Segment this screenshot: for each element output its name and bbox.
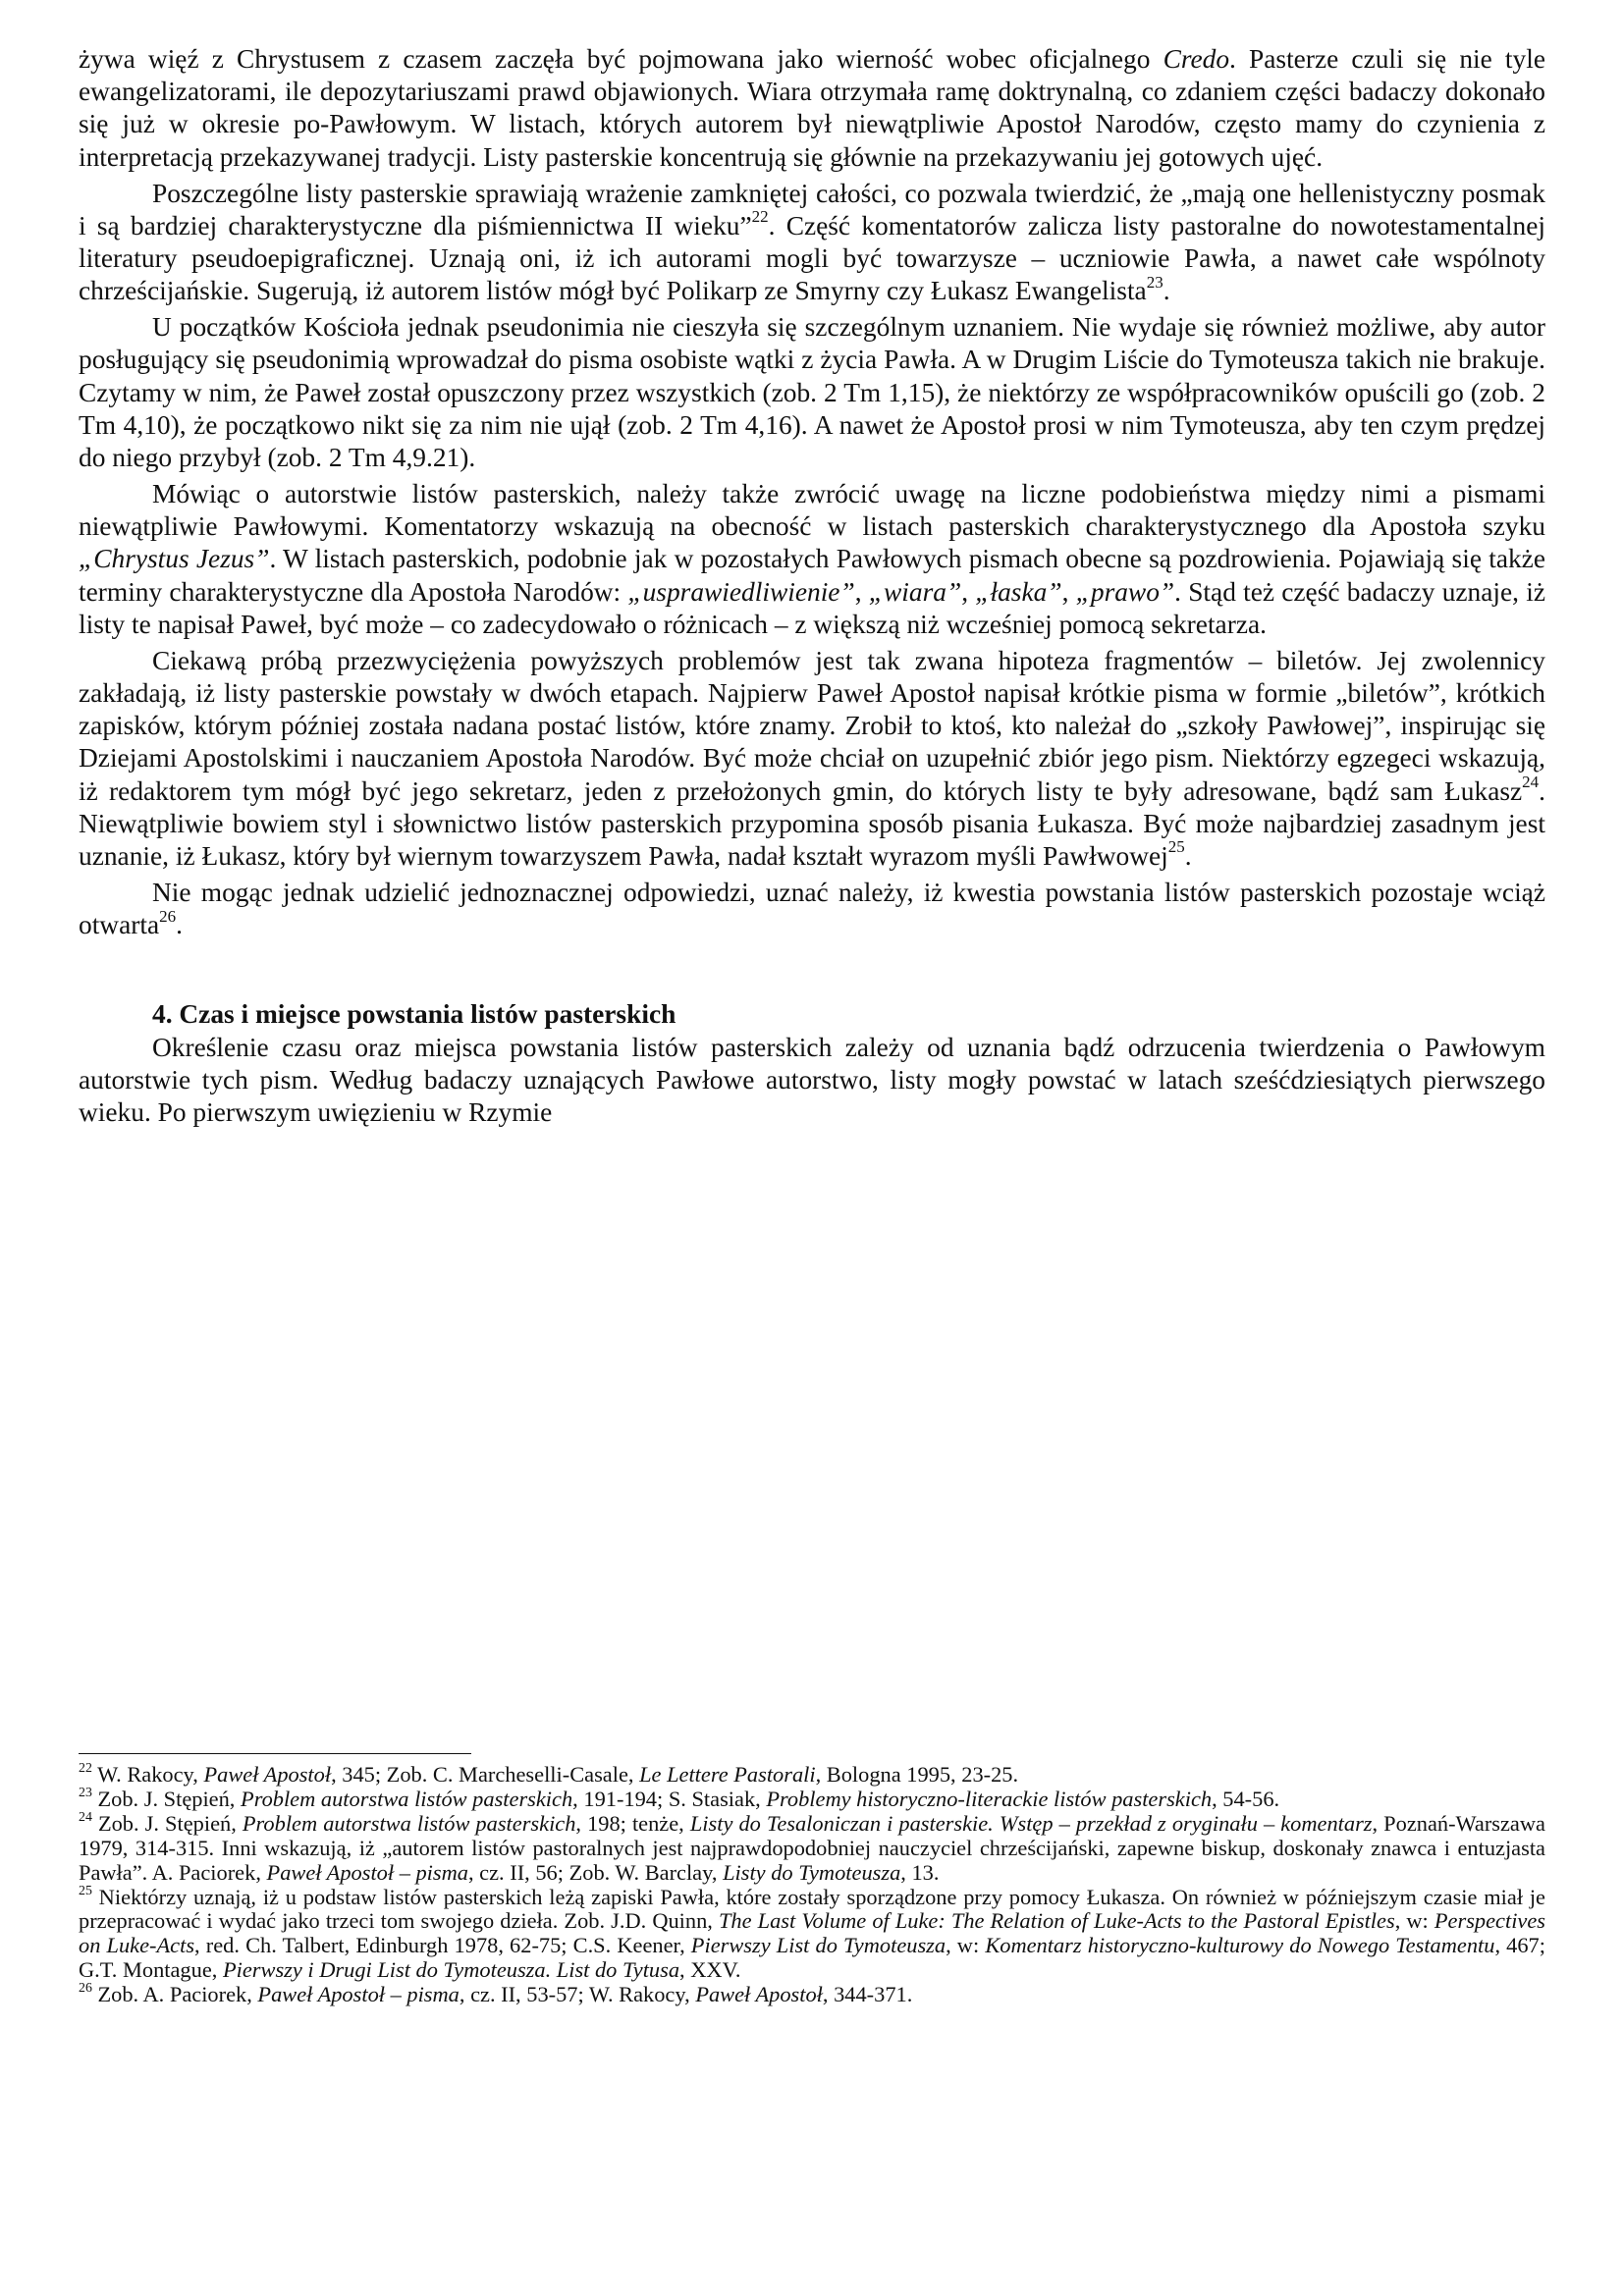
italic-text: Problem autorstwa listów pasterskich	[242, 1810, 576, 1836]
text-run: Niektórzy uznają, iż u podstaw listów pasterskich leżą zapiski Pawła, które zostały sporządzone przy pomocy Łukasza. On również w późniejszym czasie miał je przepracować i wydać jako trzeci tom swojego dzieła. Zob. J.D. Quinn,	[79, 1884, 1545, 1934]
footnote-number: 22	[79, 1761, 92, 1777]
footnote-reference[interactable]: 26	[159, 906, 177, 926]
paragraph	[79, 877, 1545, 941]
footnote-reference[interactable]: 24	[1522, 772, 1540, 791]
text-run: , cz. II, 56; Zob. W. Barclay,	[467, 1859, 724, 1885]
footnote-number: 24	[79, 1809, 92, 1825]
italic-text: Paweł Apostoł	[203, 1762, 332, 1787]
footnote	[79, 1763, 1545, 1788]
text-run: Określenie czasu oraz miejsca powstania listów pasterskich zależy od uznania bądź odrzucenia twierdzenia o Pawłowym autorstwie tych pism. Według badaczy uznających Pawłowe autorstwo, listy mogły powstać w latach sześćdziesiątych pierwszego wieku. Po pierwszym uwięzieniu w Rzymie	[79, 1032, 1545, 1128]
footnote-number: 26	[79, 1981, 92, 1997]
paragraph	[79, 1032, 1545, 1130]
text-run: W. Rakocy,	[91, 1762, 204, 1787]
text-run: , 198; tenże,	[575, 1810, 690, 1836]
text-run: Poszczególne listy pasterskie sprawiają wrażenie zamkniętej całości, co pozwala twierdzić, że „mają one hellenistyczny posmak i są bardziej charakterystyczne dla piśmiennictwa II wieku”	[79, 178, 1545, 240]
text-run: żywa więź z Chrystusem z czasem zaczęła być pojmowana jako wierność wobec oficjalnego	[79, 44, 1163, 74]
text-run: . Niewątpliwie bowiem styl i słownictwo listów pasterskich przypomina sposób pisania Łukasza. Być może najbardziej zasadnym jest uznanie, iż Łukasz, który był wiernym towarzyszem Pawła, nadał kształt wyrazom myśli Pawłwowej	[79, 775, 1545, 872]
italic-text: Listy do Tesaloniczan i pasterskie. Wstęp – przekład z oryginału – komentarz	[689, 1810, 1373, 1836]
text-run: Zob. J. Stępień,	[91, 1810, 243, 1836]
italic-text: „usprawiedliwienie”	[627, 576, 855, 607]
italic-text: Paweł Apostoł	[695, 1982, 823, 2007]
footnote-separator	[79, 1753, 471, 1754]
italic-text: „prawo”	[1075, 576, 1175, 607]
italic-text: Paweł Apostoł – pisma	[257, 1982, 460, 2007]
text-run: Mówiąc o autorstwie listów pasterskich, należy także zwrócić uwagę na liczne podobieństwa między nimi a pismami niewątpliwie Pawłowymi. Komentatorzy wskazują na obecność w listach pasterskich charakterystycznego dla Apostoła szyku	[79, 479, 1545, 542]
text-run: . Stąd też część badaczy uznaje, iż listy te napisał Paweł, być może – co zadecydowało o różnicach – z większą niż wcześniej pomocą sekretarza.	[79, 576, 1545, 639]
footnote-reference[interactable]: 25	[1167, 837, 1185, 857]
italic-text: Komentarz historyczno-kulturowy do Nowego Testamentu	[985, 1933, 1495, 1958]
footnote-reference[interactable]: 23	[1146, 272, 1163, 292]
text-run: , red. Ch. Talbert, Edinburgh 1978, 62-75; C.S. Keener,	[194, 1933, 691, 1958]
italic-text: „łaska”	[975, 576, 1062, 607]
text-run: ,	[1061, 576, 1076, 607]
text-run: Zob. J. Stępień,	[91, 1786, 242, 1811]
text-run: , 54-56.	[1212, 1786, 1280, 1811]
italic-text: Perspectives on Luke-Acts	[79, 1908, 1546, 1958]
italic-text: Problem autorstwa listów pasterskich	[241, 1786, 573, 1811]
text-run: , w:	[946, 1933, 986, 1958]
text-run: , 191-194; S. Stasiak,	[572, 1786, 767, 1811]
footnote	[79, 1983, 1545, 2007]
paragraph	[79, 645, 1545, 873]
text-run: , cz. II, 53-57; W. Rakocy,	[459, 1982, 696, 2007]
italic-text: The Last Volume of Luke: The Relation of Luke-Acts to the Pastoral Epistles	[718, 1908, 1395, 1934]
document-page	[79, 43, 1545, 1133]
text-run: . W listach pasterskich, podobnie jak w pozostałych Pawłowych pismach obecne są pozdrowienia. Pojawiają się także terminy charakterystyczne dla Apostoła Narodów:	[79, 544, 1545, 607]
text-run: , XXV.	[679, 1957, 741, 1983]
italic-text: Problemy historyczno-literackie listów pasterskich	[766, 1786, 1213, 1811]
text-run: ,	[961, 576, 976, 607]
section-heading: 4. Czas i miejsce powstania listów pasterskich	[152, 999, 676, 1030]
text-run: , Bologna 1995, 23-25.	[815, 1762, 1019, 1787]
italic-text: Paweł Apostoł – pisma	[266, 1859, 468, 1885]
footnote	[79, 1809, 1545, 1886]
italic-text: Listy do Tymoteusza	[723, 1859, 901, 1885]
text-run: , 345; Zob. C. Marcheselli-Casale,	[331, 1762, 640, 1787]
text-run: Zob. A. Paciorek,	[91, 1982, 258, 2007]
text-run: ,	[854, 576, 869, 607]
footnote-reference[interactable]: 22	[751, 207, 769, 227]
text-run: .	[176, 910, 183, 940]
italic-text: Pierwszy i Drugi List do Tymoteusza. List do Tytusa	[222, 1957, 680, 1983]
text-run: .	[1184, 841, 1192, 872]
footnote	[79, 1883, 1546, 1984]
footnote-number: 23	[79, 1786, 92, 1801]
italic-text: „Chrystus Jezus”	[79, 544, 270, 574]
text-run: , Poznań-Warszawa 1979, 314-315. Inni wskazują, iż „autorem listów pastoralnych jest najprawdopodobniej nauczyciel chrześcijański, zapewne biskup, doskonały znawca i entuzjasta Pawła”. A. Paciorek,	[79, 1810, 1545, 1885]
text-run: Ciekawą próbą przezwyciężenia powyższych problemów jest tak zwana hipoteza fragmentów – biletów. Jej zwolennicy zakładają, iż listy pasterskie powstały w dwóch etapach. Najpierw Paweł Apostoł napisał krótkie pisma w formie „biletów”, krótkich zapisków, którym później została nadana postać listów, które znamy. Zrobił to ktoś, kto należał do „szkoły Pawłowej”, inspirując się Dziejami Apostolskimi i nauczaniem Apostoła Narodów. Być może chciał on uzupełnić zbiór jego pism. Niektórzy egzegeci wskazują, iż redaktorem tym mógł być jego sekretarz, jeden z przełożonych gmin, do których listy te były adresowane, bądź sam Łukasz	[79, 645, 1545, 806]
text-run: , 13.	[900, 1859, 940, 1885]
text-run: Nie mogąc jednak udzielić jednoznacznej odpowiedzi, uznać należy, iż kwestia powstania listów pasterskich pozostaje wciąż otwarta	[79, 878, 1545, 940]
text-run: U początków Kościoła jednak pseudonimia nie cieszyła się szczególnym uznaniem. Nie wydaje się również możliwe, aby autor posługujący się pseudonimią wprowadzał do pisma osobiste wątki z życia Pawła. A w Drugim Liście do Tymoteusza takich nie brakuje. Czytamy w nim, że Paweł został opuszczony przez wszystkich (zob. 2 Tm 1,15), że niektórzy ze współpracowników opuścili go (zob. 2 Tm 4,10), że początkowo nikt się za nim nie ujął (zob. 2 Tm 4,16). A nawet że Apostoł prosi w nim Tymoteusza, aby ten czym prędzej do niego przybył (zob. 2 Tm 4,9.21).	[79, 312, 1545, 473]
footnotes	[79, 1763, 1545, 2007]
paragraph	[79, 178, 1545, 308]
paragraph	[79, 43, 1545, 174]
italic-text: „wiara”	[868, 576, 962, 607]
text-run: , 344-371.	[822, 1982, 913, 2007]
footnote	[79, 1788, 1545, 1812]
text-run: , 467; G.T. Montague,	[79, 1933, 1545, 1983]
text-run: , w:	[1394, 1908, 1434, 1934]
footnote-number: 25	[79, 1883, 92, 1898]
text-run: . Pasterze czuli się nie tyle ewangelizatorami, ile depozytariuszami prawd objawionych. Wiara otrzymała ramę doktrynalną, co zdaniem części badaczy dokonało się już w okresie po-Pawłowym. W listach, których autorem był niewątpliwie Apostoł Narodów, często mamy do czynienia z interpretacją przekazywanej tradycji. Listy pasterskie koncentrują się głównie na przekazywaniu jej gotowych ujęć.	[79, 44, 1545, 172]
text-run: . Część komentatorów zalicza listy pastoralne do nowotestamentalnej literatury pseudoepigraficznej. Uznają oni, iż ich autorami mogli być towarzysze – uczniowie Pawła, a nawet całe wspólnoty chrześcijańskie. Sugerują, iż autorem listów mógł być Polikarp ze Smyrny czy Łukasz Ewangelista	[79, 210, 1545, 306]
italic-text: Pierwszy List do Tymoteusza	[690, 1933, 947, 1958]
italic-text: Le Lettere Pastorali	[639, 1762, 816, 1787]
italic-text: Credo	[1163, 44, 1230, 74]
paragraph	[79, 478, 1545, 641]
text-run: .	[1163, 276, 1170, 306]
paragraph	[79, 311, 1545, 474]
